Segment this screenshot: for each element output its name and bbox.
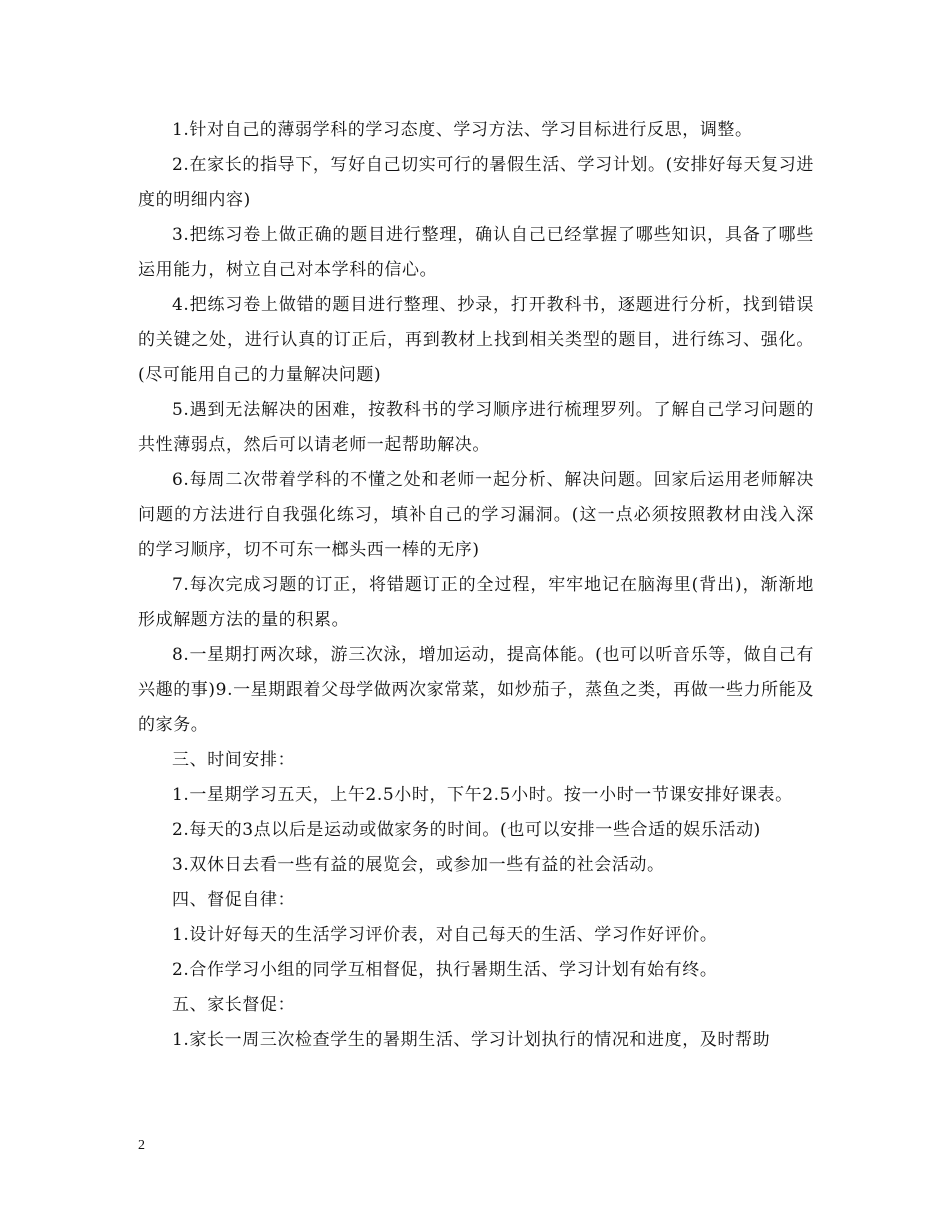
paragraph-reflect-weak-subjects: 1.针对自己的薄弱学科的学习态度、学习方法、学习目标进行反思，调整。 bbox=[172, 120, 753, 140]
document-body bbox=[138, 113, 814, 1058]
paragraph-correction-memory: 7.每次完成习题的订正，将错题订正的全过程，牢牢地记在脑海里(背出)，渐渐地形成解题方法的量的积累。 bbox=[138, 575, 814, 630]
paragraph-unsolved-difficulties: 5.遇到无法解决的困难，按教科书的学习顺序进行梳理罗列。了解自己学习问题的共性薄弱点，然后可以请老师一起帮助解决。 bbox=[138, 400, 814, 455]
paragraph-organize-correct-questions: 3.把练习卷上做正确的题目进行整理，确认自己已经掌握了哪些知识，具备了哪些运用能力，树立自己对本学科的信心。 bbox=[138, 225, 814, 280]
paragraph-afternoon-activities: 2.每天的3点以后是运动或做家务的时间。(也可以安排一些合适的娱乐活动) bbox=[172, 820, 761, 840]
paragraph-study-group: 2.合作学习小组的同学互相督促，执行暑期生活、学习计划有始有终。 bbox=[172, 960, 718, 980]
paragraph-exercise-and-chores: 8.一星期打两次球，游三次泳，增加运动，提高体能。(也可以听音乐等，做自己有兴趣的事)9.一星期跟着父母学做两次家常菜，如炒茄子，蒸鱼之类，再做一些力所能及的家务。 bbox=[138, 645, 814, 735]
paragraph-summer-plan: 2.在家长的指导下，写好自己切实可行的暑假生活、学习计划。(安排好每天复习进度的明细内容) bbox=[138, 155, 814, 210]
paragraph-weekly-teacher-help: 6.每周二次带着学科的不懂之处和老师一起分析、解决问题。回家后运用老师解决问题的方法进行自我强化练习，填补自己的学习漏洞。(这一点必须按照教材由浅入深的学习顺序，切不可东一榔头西一棒的无序) bbox=[138, 470, 814, 560]
paragraph-parent-checks: 1.家长一周三次检查学生的暑期生活、学习计划执行的情况和进度，及时帮助 bbox=[172, 1030, 771, 1050]
section-heading-time-schedule: 三、时间安排： bbox=[172, 750, 296, 770]
paragraph-organize-wrong-questions: 4.把练习卷上做错的题目进行整理、抄录，打开教科书，逐题进行分析，找到错误的关键之处，进行认真的订正后，再到教材上找到相关类型的题目，进行练习、强化。(尽可能用自己的力量解决问题) bbox=[138, 295, 814, 385]
section-heading-self-discipline: 四、督促自律： bbox=[172, 890, 296, 910]
section-heading-parent-supervision: 五、家长督促： bbox=[172, 995, 296, 1015]
paragraph-study-days: 1.一星期学习五天，上午2.5小时，下午2.5小时。按一小时一节课安排好课表。 bbox=[172, 785, 793, 805]
paragraph-weekend-activities: 3.双休日去看一些有益的展览会，或参加一些有益的社会活动。 bbox=[172, 855, 665, 875]
page-number: 2 bbox=[138, 1138, 145, 1153]
paragraph-evaluation-form: 1.设计好每天的生活学习评价表，对自己每天的生活、学习作好评价。 bbox=[172, 925, 718, 945]
